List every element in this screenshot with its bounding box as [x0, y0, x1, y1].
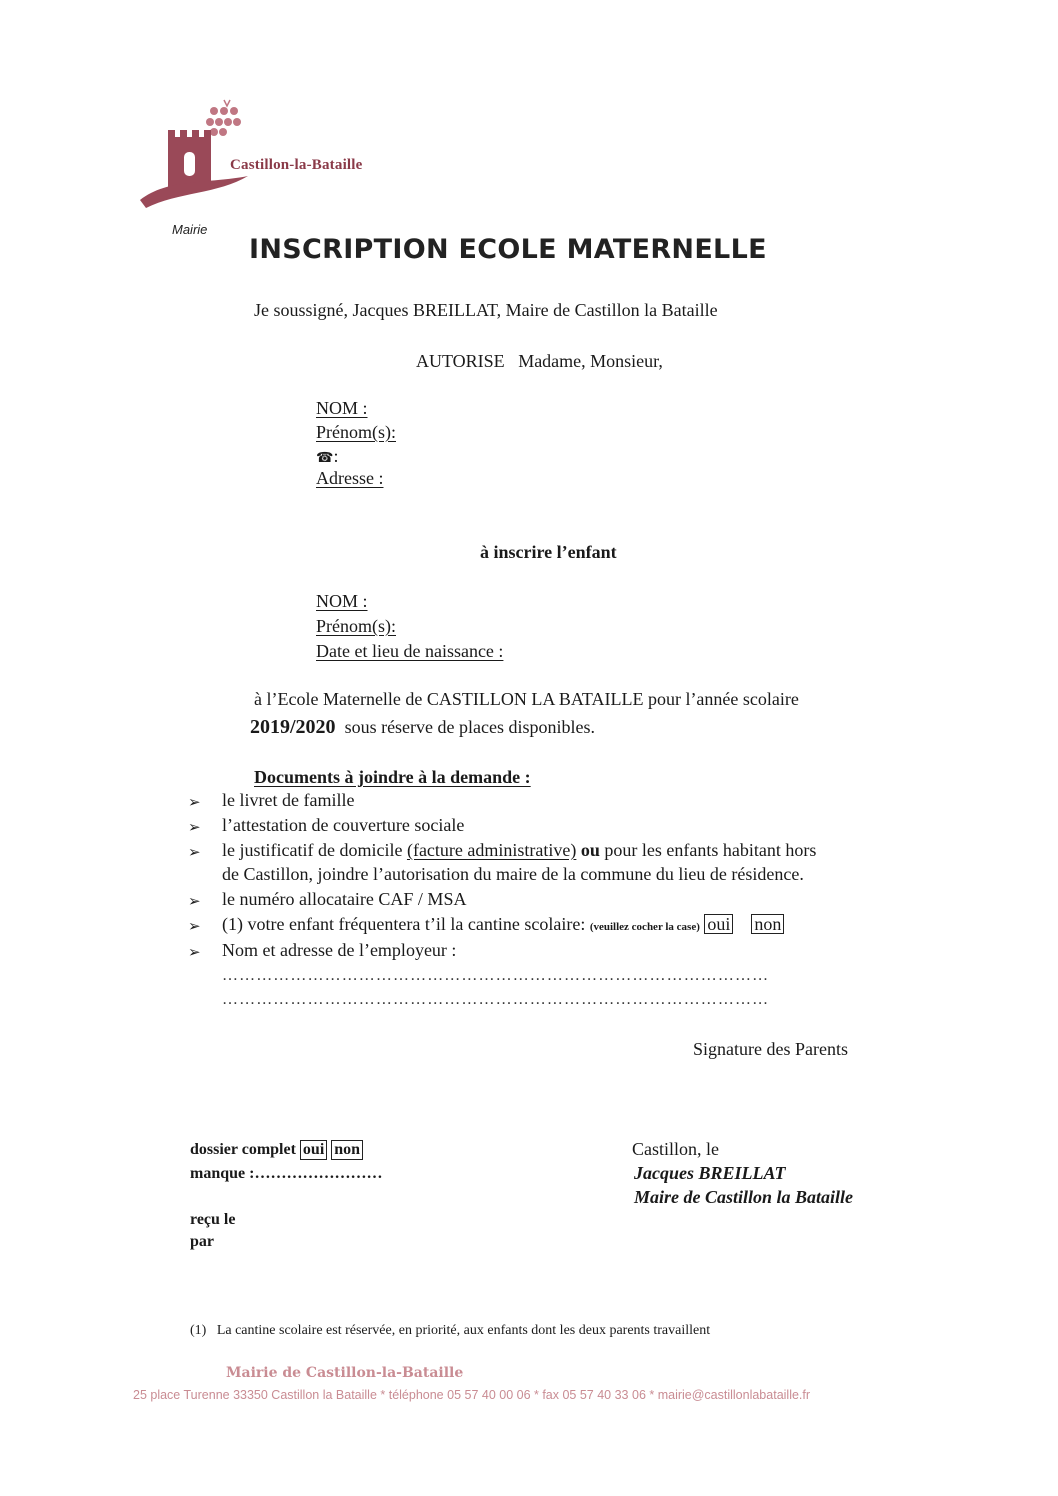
school-line-2	[250, 716, 595, 739]
document-title: INSCRIPTION ECOLE MATERNELLE	[249, 234, 767, 265]
footer-org: Mairie de Castillon-la-Bataille	[226, 1365, 464, 1381]
arrow-bullet-icon: ➢	[188, 843, 201, 861]
footer-contact: 25 place Turenne 33350 Castillon la Bataille * téléphone 05 57 40 00 06 * fax 05 57 40 33 06 * mairie@castillonlabataille.fr	[133, 1388, 811, 1402]
child-nom-label: NOM :	[316, 591, 368, 611]
parent-prenom-label: Prénom(s):	[316, 422, 396, 442]
par-label: par	[190, 1233, 214, 1250]
justif-c: ou	[580, 840, 600, 860]
signature-label: Signature des Parents	[693, 1039, 848, 1059]
phone-colon: :	[333, 446, 339, 466]
doc-justificatif-cont: de Castillon, joindre l’autorisation du maire de la commune du lieu de résidence.	[222, 864, 804, 884]
doc-justificatif	[222, 840, 816, 861]
arrow-bullet-icon: ➢	[188, 892, 201, 910]
logo-mairie-label: Mairie	[172, 222, 208, 237]
school-year: 2019/2020	[250, 716, 336, 738]
child-naissance-label: Date et lieu de naissance :	[316, 641, 504, 661]
doc-cantine	[222, 914, 784, 935]
cantine-oui-checkbox[interactable]: oui	[704, 914, 733, 934]
footnote	[190, 1323, 710, 1339]
parent-adresse-label: Adresse :	[316, 468, 384, 488]
documents-heading: Documents à joindre à la demande :	[254, 767, 531, 787]
phone-icon: ☎	[316, 450, 334, 466]
intro-line: Je soussigné, Jacques BREILLAT, Maire de Castillon la Bataille	[254, 300, 718, 320]
school-line-1: à l’Ecole Maternelle de CASTILLON LA BATAILLE pour l’année scolaire	[254, 689, 799, 709]
arrow-bullet-icon: ➢	[188, 793, 201, 811]
parent-phone-label	[316, 446, 338, 467]
justif-a: le justificatif de domicile	[222, 840, 403, 860]
mayor-role: Maire de Castillon la Bataille	[634, 1187, 854, 1207]
employeur-field-line-2[interactable]: ……………………………………………………………………………………	[222, 991, 770, 1008]
mayor-name: Jacques BREILLAT	[634, 1163, 786, 1183]
dossier-oui-checkbox[interactable]: oui	[300, 1140, 327, 1160]
castle-grapes-icon	[138, 98, 248, 214]
arrow-bullet-icon: ➢	[188, 943, 201, 961]
school-condition: sous réserve de places disponibles.	[344, 717, 595, 737]
inscrire-heading: à inscrire l’enfant	[480, 542, 617, 562]
cantine-non-checkbox[interactable]: non	[751, 914, 784, 934]
parent-nom-label: NOM :	[316, 398, 368, 418]
manque-line[interactable]: manque :……………………	[190, 1165, 383, 1182]
cantine-note: (veuillez cocher la case)	[589, 921, 700, 933]
doc-livret: le livret de famille	[222, 790, 355, 810]
dossier-label: dossier complet	[190, 1141, 296, 1158]
footnote-text: La cantine scolaire est réservée, en priorité, aux enfants dont les deux parents travaillent	[216, 1323, 711, 1338]
autorise-rest: Madame, Monsieur,	[518, 351, 663, 371]
footnote-number: (1)	[190, 1323, 207, 1338]
justif-b: (facture administrative)	[406, 840, 577, 860]
doc-attestation: l’attestation de couverture sociale	[222, 815, 465, 835]
recu-label: reçu le	[190, 1211, 236, 1228]
town-logo	[138, 98, 248, 214]
doc-caf: le numéro allocataire CAF / MSA	[222, 889, 467, 909]
employeur-field-line-1[interactable]: ……………………………………………………………………………………	[222, 967, 770, 984]
doc-employeur: Nom et adresse de l’employeur :	[222, 940, 457, 960]
cantine-question: (1) votre enfant fréquentera t’il la cantine scolaire:	[222, 914, 586, 934]
justif-d: pour les enfants habitant hors	[604, 840, 817, 860]
dossier-complet-line	[190, 1140, 363, 1160]
arrow-bullet-icon: ➢	[188, 818, 201, 836]
child-prenom-label: Prénom(s):	[316, 616, 396, 636]
dossier-non-checkbox[interactable]: non	[331, 1140, 363, 1160]
mayor-place: Castillon, le	[632, 1139, 719, 1159]
logo-town-name: Castillon-la-Bataille	[230, 157, 363, 173]
arrow-bullet-icon: ➢	[188, 917, 201, 935]
autorise-word: AUTORISE	[416, 351, 505, 371]
autorise-line	[416, 351, 663, 372]
